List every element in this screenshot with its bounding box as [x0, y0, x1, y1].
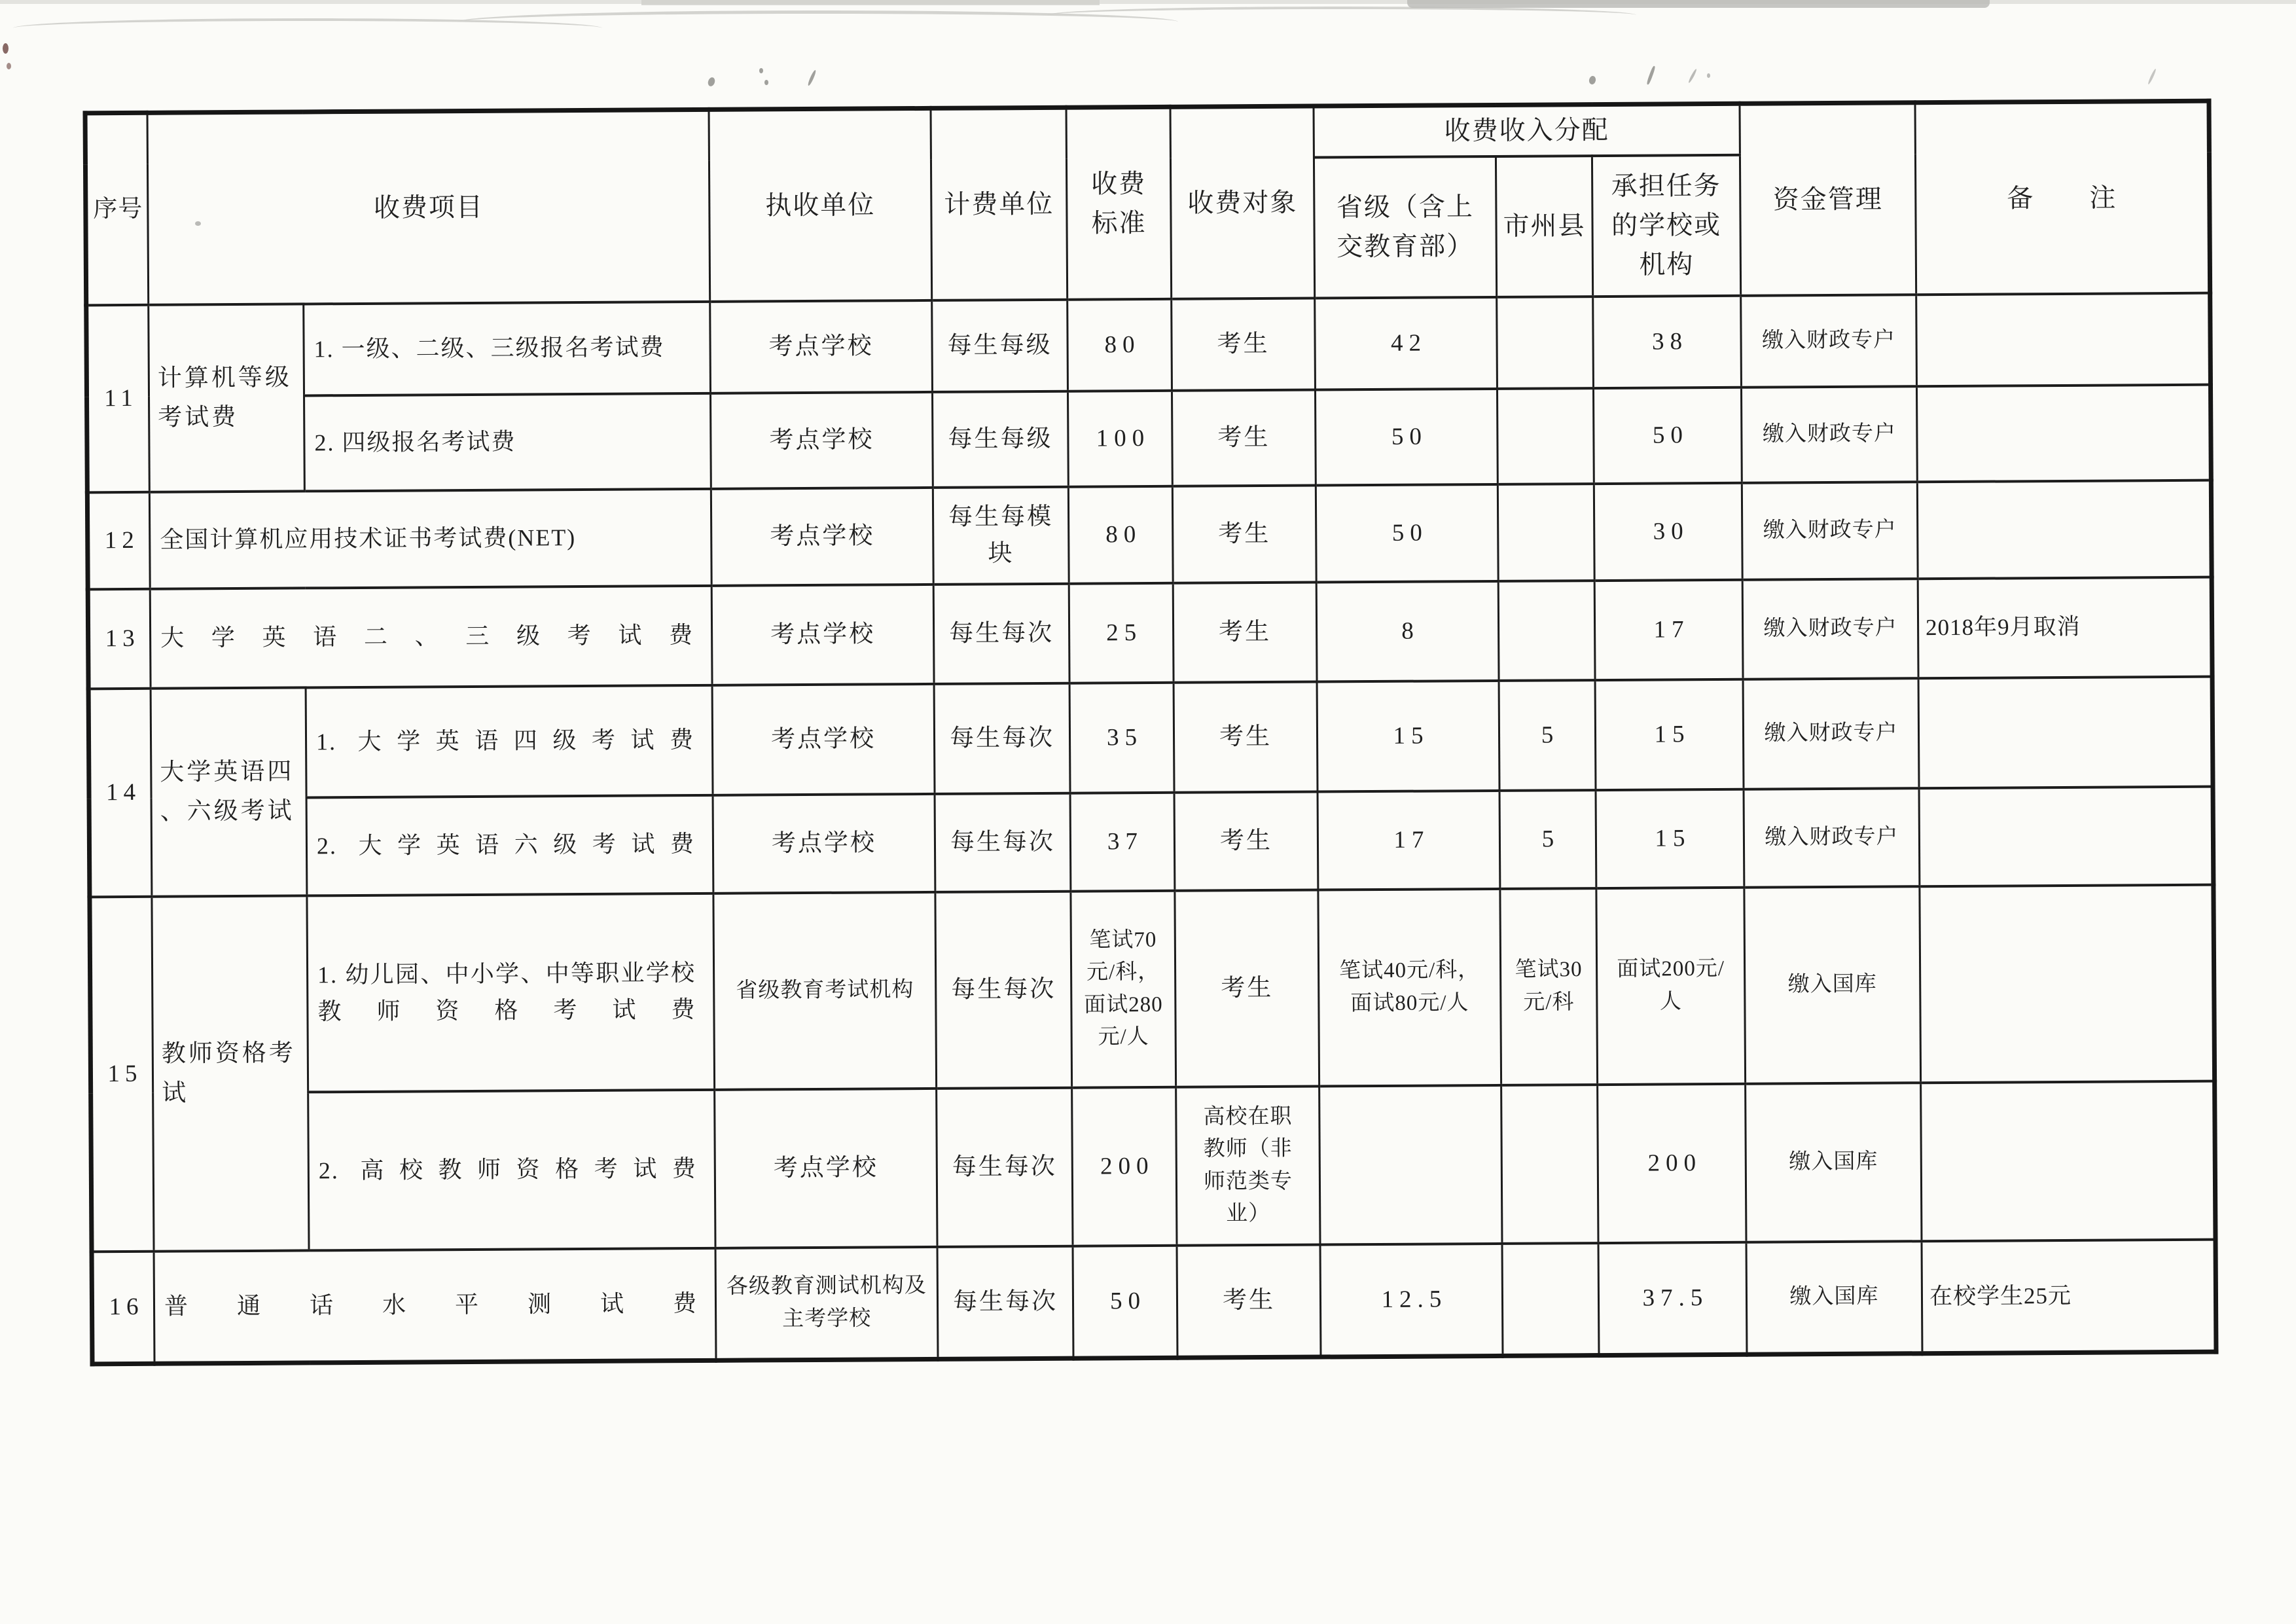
cell-r14b-school: 15 — [1596, 789, 1744, 888]
cell-r15a-school: 面试200元/ 人 — [1596, 887, 1746, 1084]
cell-r14b-bill: 每生每次 — [935, 793, 1071, 892]
cell-r14b-note — [1919, 786, 2214, 886]
table-row — [88, 676, 2213, 799]
cell-r13-unit: 考点学校 — [711, 584, 934, 685]
cell-r14b-target: 考生 — [1174, 791, 1318, 890]
header-note: 备 注 — [1915, 101, 2210, 295]
header-std: 收费 标准 — [1066, 107, 1172, 299]
cell-r15b-item: 2. 高校教师资格考试费 — [308, 1089, 715, 1250]
cell-r11a-bill: 每生每级 — [932, 299, 1068, 391]
cell-r15a-std: 笔试70 元/科， 面试280 元/人 — [1071, 890, 1176, 1087]
cell-r11a-fund: 缴入财政专户 — [1741, 295, 1917, 388]
scan-fleck — [7, 63, 11, 69]
cell-r13-bill: 每生每次 — [933, 583, 1069, 683]
cell-r14b-std: 37 — [1070, 792, 1175, 891]
cell-r16-unit: 各级教育测试机构及 主考学校 — [715, 1246, 938, 1360]
cell-r15b-city — [1501, 1085, 1598, 1244]
cell-r16-std: 50 — [1073, 1245, 1177, 1358]
scan-smudge — [1688, 68, 1698, 83]
scanner-band-artifact — [641, 0, 1100, 5]
cell-r11-group: 计算机等级 考试费 — [149, 304, 305, 492]
table-row — [87, 480, 2212, 589]
header-target: 收费对象 — [1170, 106, 1315, 298]
header-item: 收费项目 — [147, 109, 710, 304]
header-unit: 执收单位 — [709, 108, 932, 301]
cell-r15b-unit: 考点学校 — [715, 1088, 937, 1248]
cell-r16-school: 37.5 — [1598, 1242, 1747, 1355]
cell-r15b-target: 高校在职 教师（非 师范类专 业） — [1176, 1086, 1320, 1245]
table-row — [86, 293, 2211, 397]
cell-r11a-school: 38 — [1593, 295, 1742, 388]
cell-r15a-item: 1. 幼儿园、中小学、中等职业学校 教师资格考试费 — [307, 893, 715, 1092]
scanner-wave-artifact — [1047, 7, 1636, 24]
scan-smudge — [1588, 75, 1596, 85]
cell-r12-item: 全国计算机应用技术证书考试费(NET) — [149, 488, 711, 588]
cell-r15b-note — [1921, 1081, 2215, 1241]
cell-r11b-unit: 考点学校 — [711, 391, 933, 488]
cell-r13-item: 大学英语二、三级考试费 — [150, 585, 712, 688]
cell-r16-no: 16 — [92, 1251, 154, 1364]
cell-r15b-std: 200 — [1072, 1087, 1177, 1246]
cell-r14a-school: 15 — [1595, 679, 1744, 789]
cell-r14a-target: 考生 — [1174, 681, 1318, 792]
header-bill: 计费单位 — [931, 107, 1067, 300]
cell-r15b-school: 200 — [1598, 1083, 1746, 1242]
cell-r14a-bill: 每生每次 — [934, 683, 1070, 793]
cell-r11b-item: 2. 四级报名考试费 — [304, 393, 711, 491]
table-row — [89, 786, 2214, 897]
cell-r15a-note — [1920, 884, 2215, 1083]
header-row-group — [85, 101, 2209, 164]
cell-r12-std: 80 — [1068, 486, 1173, 583]
cell-r16-note: 在校学生25元 — [1922, 1239, 2216, 1354]
cell-r11a-target: 考生 — [1172, 298, 1316, 390]
scanner-band-artifact — [1407, 0, 1990, 8]
cell-r12-note — [1917, 480, 2212, 579]
cell-r14a-unit: 考点学校 — [712, 683, 935, 795]
header-dist-prov: 省级（含上 交教育部） — [1314, 156, 1496, 298]
cell-r14b-prov: 17 — [1318, 790, 1500, 890]
cell-r15a-prov: 笔试40元/科， 面试80元/人 — [1318, 888, 1501, 1086]
cell-r11a-note — [1916, 293, 2211, 386]
scan-smudge — [1646, 65, 1656, 85]
cell-r15b-bill: 每生每次 — [937, 1087, 1073, 1246]
cell-r16-prov: 12.5 — [1320, 1243, 1503, 1357]
cell-r14a-prov: 15 — [1317, 680, 1499, 791]
cell-r15a-bill: 每生每次 — [935, 891, 1072, 1088]
cell-r16-item: 普通话水平测试费 — [154, 1248, 716, 1363]
cell-r13-fund: 缴入财政专户 — [1742, 579, 1918, 679]
cell-r15-group: 教师资格考 试 — [152, 895, 309, 1251]
cell-r11b-target: 考生 — [1172, 389, 1316, 486]
cell-r11a-item: 1. 一级、二级、三级报名考试费 — [304, 301, 711, 395]
cell-r14a-item: 1. 大学英语四级考试费 — [306, 685, 713, 797]
cell-r14-group: 大学英语四 、六级考试 — [151, 687, 307, 896]
cell-r14-no: 14 — [88, 688, 152, 897]
cell-r11b-bill: 每生每级 — [932, 391, 1068, 487]
cell-r15a-fund: 缴入国库 — [1744, 886, 1921, 1084]
header-dist-school: 承担任务 的学校或 机构 — [1592, 154, 1740, 296]
cell-r12-fund: 缴入财政专户 — [1742, 482, 1918, 580]
cell-r12-city — [1498, 484, 1594, 581]
cell-r11-no: 11 — [86, 304, 150, 492]
cell-r11b-prov: 50 — [1315, 388, 1498, 485]
cell-r16-fund: 缴入国库 — [1746, 1241, 1922, 1355]
cell-r14b-city: 5 — [1499, 790, 1596, 889]
cell-r13-no: 13 — [88, 588, 151, 689]
fee-table — [83, 99, 2219, 1367]
cell-r14a-city: 5 — [1499, 680, 1596, 791]
cell-r13-school: 17 — [1594, 579, 1743, 679]
table-row — [88, 577, 2212, 689]
cell-r12-no: 12 — [87, 492, 150, 589]
cell-r13-target: 考生 — [1173, 582, 1317, 682]
cell-r12-school: 30 — [1594, 482, 1742, 580]
cell-r16-bill: 每生每次 — [937, 1246, 1073, 1359]
cell-r13-city — [1498, 581, 1595, 681]
cell-r15a-target: 考生 — [1175, 890, 1319, 1087]
scan-smudge — [764, 80, 768, 85]
table-row — [91, 1081, 2215, 1252]
cell-r15-no: 15 — [90, 896, 154, 1252]
scan-smudge — [707, 77, 716, 87]
scan-smudge — [2147, 68, 2157, 84]
fee-schedule-sheet — [83, 99, 2219, 1367]
cell-r16-target: 考生 — [1177, 1244, 1321, 1358]
cell-r15b-fund: 缴入国库 — [1746, 1083, 1922, 1242]
cell-r11a-std: 80 — [1067, 298, 1172, 391]
header-fund: 资金管理 — [1740, 103, 1916, 296]
cell-r11a-unit: 考点学校 — [710, 300, 933, 393]
cell-r12-target: 考生 — [1172, 485, 1316, 583]
header-dist-group: 收费收入分配 — [1314, 103, 1740, 157]
cell-r14a-fund: 缴入财政专户 — [1743, 678, 1919, 789]
cell-r14a-std: 35 — [1069, 682, 1174, 793]
scan-smudge — [1707, 73, 1710, 78]
cell-r11b-fund: 缴入财政专户 — [1741, 386, 1917, 483]
cell-r11a-city — [1497, 297, 1594, 389]
scan-smudge — [759, 68, 763, 73]
cell-r14a-note — [1918, 676, 2213, 788]
cell-r11b-city — [1497, 388, 1594, 484]
table-row — [90, 884, 2215, 1093]
scan-fleck — [3, 43, 9, 54]
cell-r15b-prov — [1319, 1085, 1502, 1244]
cell-r13-prov: 8 — [1316, 581, 1499, 681]
cell-r14b-item: 2. 大学英语六级考试费 — [306, 795, 713, 895]
cell-r12-prov: 50 — [1316, 484, 1498, 582]
cell-r12-unit: 考点学校 — [711, 487, 933, 585]
cell-r15a-unit: 省级教育考试机构 — [713, 892, 937, 1089]
cell-r11a-prov: 42 — [1315, 297, 1498, 389]
cell-r11b-std: 100 — [1067, 390, 1172, 486]
cell-r13-note: 2018年9月取消 — [1918, 577, 2212, 678]
header-no: 序号 — [85, 113, 149, 305]
table-row — [87, 384, 2212, 492]
cell-r14b-unit: 考点学校 — [713, 793, 935, 893]
cell-r15a-city: 笔试30 元/科 — [1500, 888, 1598, 1085]
cell-r14b-fund: 缴入财政专户 — [1744, 788, 1920, 888]
scan-smudge — [807, 69, 817, 86]
table-row — [92, 1239, 2216, 1364]
cell-r13-std: 25 — [1069, 583, 1174, 683]
header-dist-city: 市州县 — [1496, 156, 1592, 297]
cell-r11b-school: 50 — [1593, 387, 1742, 483]
cell-r12-bill: 每生每模 块 — [933, 486, 1069, 584]
cell-r16-city — [1502, 1243, 1599, 1356]
cell-r11b-note — [1916, 384, 2211, 482]
